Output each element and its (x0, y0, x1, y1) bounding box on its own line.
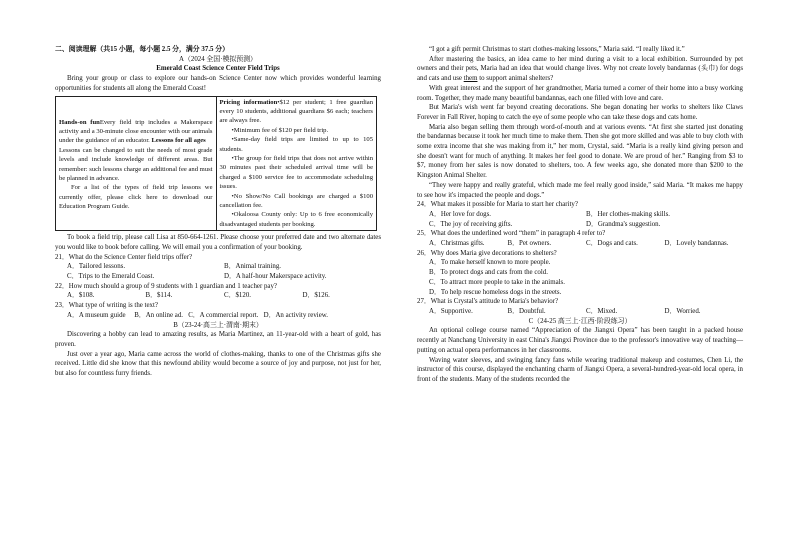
pricing-minimum-fee: •Minimum fee of $120 per field trip. (231, 126, 329, 134)
option-21d: D．A half-hour Makerspace activity. (224, 273, 327, 281)
option-22a: A．$108. (67, 292, 95, 300)
passage-b-p2: Just over a year ago, Maria came across the world of clothes-making, thanks to one of the Christmas gifts she received. Little did she know that this newfound ability would become a source of joy and purpose, not just for her, but also for countless furry friends. (55, 350, 381, 378)
question-26: 26．Why does Maria give decorations to shelters? (417, 249, 557, 257)
option-24a: A．Her love for dogs. (429, 210, 492, 218)
passage-a-label: A（2024 全国·模拟预测） (179, 55, 257, 63)
option-22d: D．$126. (302, 292, 330, 300)
question-24-options (417, 210, 743, 220)
passage-b-label: B（23-24·高三上·渭南·期末） (173, 321, 263, 329)
booking-paragraph: To book a field trip, please call Lisa at 850-664-1261. Please choose your preferred date and two alternate dates you would like to book before calling. We will email you a confirmation of your booking. (55, 234, 381, 251)
option-25a: A．Christmas gifts. (429, 240, 485, 248)
option-22c: C．$120. (224, 292, 251, 300)
pricing-paragraph (220, 98, 374, 126)
question-22: 22．How much should a group of 9 students with 1 guardian and 1 teacher pay? (55, 282, 277, 290)
passage-b-p3: “I got a gift permit Christmas to start clothes-making lessons,” Maria said. “I really liked it.” (429, 46, 685, 53)
passage-c-p2: Waving water sleeves, and swinging fancy fans while wearing traditional makeup and costumes, Chen Li, the instructor of this course, displayed the enchanting charm of Jiangxi Opera, a several-hundred-year-old local opera, in front of the students. Many of the students recorded the (417, 356, 743, 383)
passage-b-p4-text: After mastering the basics, an idea came to her mind during a visit to a local exhibition. Surrounded by pet owners and their pets, Maria had an idea that would change lives. Why not create lovely bandannas (头巾) for dogs and cats and use (417, 55, 743, 83)
option-26b: B．To protect dogs and cats from the cold. (429, 269, 548, 277)
lessons-heading: Lessons for all ages (151, 137, 206, 145)
option-27c: C．Mixed. (586, 307, 618, 315)
hands-on-heading: Hands-on fun (59, 118, 100, 126)
question-21-options (55, 262, 381, 272)
option-21a: A．Tailored lessons. (67, 263, 126, 271)
passage-c-label: C（24-25 高三上·江西·阶段练习） (528, 317, 632, 325)
section-heading: 二、阅读理解（共15 小题，每小题 2.5 分，满分 37.5 分） (55, 46, 229, 53)
passage-b-p7: Maria also began selling them through word-of-mouth and at various events. “At first she started just donating the bandannas because it took her much time to make them. Then she got more skilled and was able to buy cloth with some extra income that she was making from it,” her mom, Crystal, said. “Maria is a really kind giving person and she doesn't want for much of anything. It makes her feel good to donate. We are proud of her.” Ranging from $3 to $7, money from her sales is now donated to shelters, too. A few weeks ago, she donated more than $200 to the Kingston Animal Shelter. (417, 123, 743, 180)
question-21: 21．What do the Science Center field trips offer? (55, 253, 193, 261)
pricing-text: •$12 per student; 1 free guardian every 10 students, additional guardians $6 each; teachers are always free. (219, 98, 374, 125)
question-24: 24．What makes it possible for Maria to start her charity? (417, 201, 578, 209)
option-23c: C．A commercial report. (188, 311, 259, 319)
option-25c: C．Dogs and cats. (586, 240, 638, 248)
option-23b: B．An online ad. (134, 311, 184, 319)
passage-a-title: Emerald Coast Science Center Field Trips (156, 65, 280, 73)
option-24d: D．Grandma's suggestion. (586, 220, 661, 228)
pricing-late-fee: •The group for field trips that does not arrive within 30 minutes past their scheduled arrival time will be charged a $100 service fee to accommodate scheduling issues. (219, 154, 373, 191)
passage-c-p1: An optional college course named “Appreciation of the Jiangxi Opera” has been taught in a packed house recently at Nanchang University in east China's Jiangxi Province due to the professor's innovative way of teaching—putting on actual opera performances in her classrooms. (417, 327, 743, 354)
passage-b-p8: “They were happy and really grateful, which made me feel really good inside,” said Maria. “It makes me happy to see how it's impacted the people and dogs.” (417, 181, 743, 199)
question-25-options (417, 239, 743, 249)
pricing-no-show-fee: •No Show/No Call bookings are charged a $100 cancellation fee. (219, 192, 373, 209)
question-23-options (55, 311, 381, 321)
hands-on-text: Every field trip includes a Makerspace activity and a 30-minute close encounter with our animals under the guidance of an educator. (59, 118, 213, 145)
pricing-okaloosa: •Okaloosa County only: Up to 6 free economically disadvantaged students per booking. (219, 211, 373, 228)
question-22-options (55, 291, 381, 301)
option-25d: D．Lovely bandannas. (664, 240, 729, 248)
left-column (55, 45, 381, 379)
question-23: 23．What type of writing is the text? (55, 302, 158, 310)
right-column (417, 45, 743, 385)
option-27d: D．Worried. (664, 307, 701, 315)
passage-b-p6: But Maria's wish went far beyond creating decorations. She began donating her works to shelters like Claws Forever in Fall River, hoping to catch the eye of some people who can take these dogs and cats home. (417, 104, 743, 121)
option-26d: D．To help rescue homeless dogs in the streets. (429, 288, 562, 296)
table-left-cell (56, 96, 217, 231)
lessons-text: Lessons can be changed to suit the needs of most grade levels and include knowledge of different areas. But remember: such lessons charge an additional fee and must be planned in advance. (59, 146, 213, 182)
passage-a-intro: Bring your group or class to explore our hands-on Science Center now which provides wonderful learning opportunities for students all along the Emerald Coast! (55, 75, 381, 92)
option-23d: D．An activity review. (263, 311, 329, 319)
passage-b-p4 (417, 55, 743, 84)
option-27a: A．Supportive. (429, 307, 473, 315)
option-27b: B．Doubtful. (507, 307, 546, 315)
question-25: 25．What does the underlined word “them” in paragraph 4 refer to? (417, 230, 606, 238)
hands-on-paragraph (59, 118, 213, 146)
question-24-options-2 (417, 220, 743, 230)
option-21c: C．Trips to the Emerald Coast. (67, 273, 155, 281)
program-guide-text: For a list of the types of field trip lessons we currently offer, please click here to download our Education Program Guide. (59, 184, 213, 211)
option-23a: A．A museum guide (67, 311, 126, 319)
option-26a: A．To make herself known to more people. (429, 259, 551, 267)
table-right-cell (216, 96, 377, 231)
option-22b: B．$114. (145, 292, 173, 300)
option-26c: C．To attract more people to take in the animals. (429, 278, 565, 286)
option-21b: B．Animal training. (224, 263, 282, 271)
field-trip-table (55, 96, 377, 232)
option-25b: B．Pet owners. (507, 240, 552, 248)
option-24b: B．Her clothes-making skills. (586, 210, 671, 218)
underlined-word-them: them (463, 75, 478, 83)
pricing-same-day-limit: •Same-day field trips are limited to up to 105 students. (219, 136, 373, 153)
passage-b-p1: Discovering a hobby can lead to amazing results, as Maria Martinez, an 11-year-old with a heart of gold, has proven. (55, 331, 381, 348)
question-21-options-2 (55, 272, 381, 282)
pricing-heading: Pricing information (219, 98, 278, 106)
passage-b-p5: With great interest and the support of her grandmother, Maria turned a corner of their home into a busy working room. Together, they made many beautiful bandannas, each one filled with love and care. (417, 84, 743, 102)
question-27: 27．What is Crystal's attitude to Maria's behavior? (417, 298, 559, 306)
question-27-options (417, 307, 743, 317)
passage-b-p4-end: to support animal shelters? (477, 75, 554, 83)
option-24c: C．The joy of receiving gifts. (429, 220, 513, 228)
